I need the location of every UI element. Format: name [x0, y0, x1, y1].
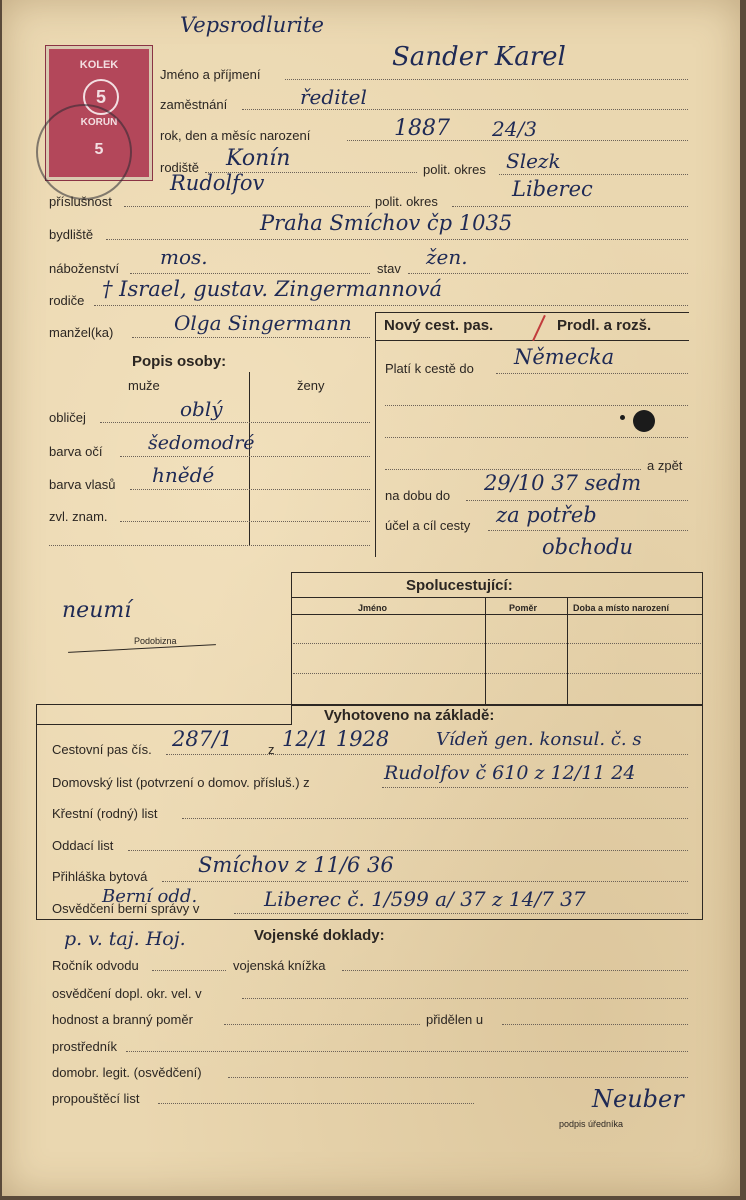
top-handwritten-note: Vepsrodlurite [180, 13, 324, 37]
status-label: stav [377, 261, 401, 276]
tax-overwrite: Berní odd. [102, 886, 198, 907]
birthcert-label: Křestní (rodný) list [52, 806, 158, 821]
residence-value: Praha Smíchov čp 1035 [260, 211, 513, 235]
domicile-value: Rudolfov č 610 z 12/11 24 [384, 762, 636, 784]
ink-dot [620, 415, 625, 420]
citizenship-label: příslušnost [49, 194, 112, 209]
portrait-signature: neumí [62, 598, 132, 623]
rank-line [224, 1024, 420, 1025]
eyes-line [120, 456, 370, 457]
residence-line [106, 239, 688, 240]
book-line [342, 970, 688, 971]
name-line [285, 79, 688, 80]
birthplace-label: rodiště [160, 160, 200, 175]
year-label: Ročník odvodu [52, 958, 139, 973]
purpose-label: účel a cíl cesty [385, 518, 471, 533]
purpose-line [488, 530, 688, 531]
official-label: podpis úředníka [559, 1119, 624, 1129]
district1-line [499, 174, 688, 175]
document-sheet [2, 0, 740, 1196]
marriage-label: Oddací list [52, 838, 114, 853]
birth-label: rok, den a měsíc narození [160, 128, 311, 143]
companions-row-1 [293, 643, 701, 644]
companions-col-birth: Doba a místo narození [573, 603, 670, 613]
official-signature: Neuber [592, 1085, 684, 1113]
rank-label: hodnost a branný poměr [52, 1012, 193, 1027]
description-women: ženy [297, 378, 325, 393]
eyes-label: barva očí [49, 444, 103, 459]
companions-title-border [292, 597, 702, 598]
spouse-label: manžel(ka) [49, 325, 114, 340]
passport-date: 12/1 1928 [282, 727, 390, 751]
district1-value: Slezk [506, 149, 561, 173]
book-label: vojenská knížka [233, 958, 326, 973]
face-line [100, 422, 370, 423]
passport-label: Cestovní pas čís. [52, 742, 152, 757]
companions-col-relation: Poměr [509, 603, 538, 613]
passport-z: z [268, 742, 275, 757]
postmark-icon [36, 104, 132, 200]
basis-notch-left [291, 704, 292, 724]
period-label: na dobu do [385, 488, 451, 503]
stamp-middle-text: KORUN [80, 117, 118, 128]
intermediary-line [126, 1051, 688, 1052]
tax-line [234, 913, 688, 914]
hair-label: barva vlasů [49, 477, 116, 492]
red-check-mark [532, 315, 546, 341]
passport-issuer: Vídeň gen. konsul. č. s [436, 729, 642, 750]
district2-value: Liberec [512, 177, 593, 201]
citizenship-value: Rudolfov [170, 171, 265, 195]
spouse-line [132, 337, 370, 338]
passport-ext-header: Prodl. a rozš. [557, 317, 652, 334]
marks-line-2 [49, 545, 370, 546]
spouse-value: Olga Singermann [174, 311, 352, 335]
supp-line [242, 998, 688, 999]
valid-line-3 [385, 437, 688, 438]
valid-value: Německa [514, 345, 615, 369]
back-label: a zpět [647, 458, 683, 473]
military-title: Vojenské doklady: [254, 927, 385, 944]
residence-label: bydliště [49, 227, 94, 242]
birthcert-line [182, 818, 688, 819]
valid-line-2 [385, 405, 688, 406]
status-value: žen. [426, 245, 468, 269]
passport-left-border [375, 312, 376, 557]
assigned-line [502, 1024, 688, 1025]
description-divider [249, 372, 250, 546]
face-label: obličej [49, 410, 86, 425]
name-label: Jméno a příjmení [160, 67, 261, 82]
status-line [408, 273, 688, 274]
domicile-line [382, 787, 688, 788]
passport-number: 287/1 [172, 727, 233, 751]
registration-label: Přihláška bytová [52, 869, 148, 884]
face-value: oblý [180, 397, 223, 421]
tax-value: Liberec č. 1/599 a/ 37 z 14/7 37 [264, 887, 586, 911]
year-line [152, 970, 226, 971]
military-note: p. v. taj. Hoj. [64, 928, 186, 950]
eyes-value: šedomodré [148, 432, 255, 454]
period-line [466, 500, 688, 501]
period-value: 29/10 37 sedm [484, 471, 642, 495]
parents-value: † Israel, gustav. Zingermannová [102, 277, 442, 301]
domicile-label: Domovský list (potvrzení o domov. přísluš.) z [52, 775, 310, 790]
marriage-line [128, 850, 688, 851]
supp-label: osvědčení dopl. okr. vel. v [52, 986, 202, 1001]
valid-label: Platí k cestě do [385, 361, 474, 376]
portrait-label: Podobizna [134, 636, 177, 646]
district2-label: polit. okres [375, 194, 438, 209]
hair-value: hnědé [152, 463, 215, 487]
tax-label: Osvědčení berní správy v [52, 901, 200, 916]
passport-top-border [375, 312, 689, 313]
marks-line [120, 521, 370, 522]
stamp-bottom-value: 5 [94, 141, 104, 158]
marks-label: zvl. znam. [49, 509, 108, 524]
intermediary-label: prostředník [52, 1039, 118, 1054]
religion-value: mos. [160, 245, 208, 269]
religion-label: náboženství [49, 261, 120, 276]
release-label: propouštěcí list [52, 1091, 140, 1106]
purpose-value-2: obchodu [542, 535, 633, 559]
parents-label: rodiče [49, 293, 85, 308]
assigned-label: přidělen u [426, 1012, 484, 1027]
registration-value: Smíchov z 11/6 36 [198, 853, 394, 877]
birth-day: 24/3 [492, 117, 537, 141]
job-value: ředitel [300, 85, 367, 109]
basis-notch-top [36, 724, 292, 725]
purpose-value: za potřeb [496, 503, 597, 527]
registration-line [162, 881, 688, 882]
stamp-top-text: KOLEK [79, 59, 119, 71]
ink-blot [633, 410, 655, 432]
birth-year: 1887 [394, 116, 450, 141]
valid-line [496, 373, 688, 374]
description-men: muže [128, 378, 160, 393]
legit-line [228, 1077, 688, 1078]
companions-col-name: Jméno [358, 603, 388, 613]
district2-line [452, 206, 688, 207]
passport-new-header: Nový cest. pas. [384, 317, 494, 334]
hair-line [130, 489, 370, 490]
companions-title: Spolucestující: [406, 577, 513, 594]
religion-line [130, 273, 370, 274]
basis-title: Vyhotoveno na základě: [324, 707, 495, 724]
district1-label: polit. okres [423, 162, 486, 177]
legit-label: domobr. legit. (osvědčení) [52, 1065, 202, 1080]
stamp-value: 5 [83, 79, 119, 115]
companions-col-divider-2 [567, 597, 568, 704]
name-value: Sander Karel [392, 42, 566, 72]
release-line [158, 1103, 474, 1104]
citizenship-line [124, 206, 370, 207]
description-title: Popis osoby: [132, 353, 227, 370]
parents-line [94, 305, 688, 306]
companions-col-divider-1 [485, 597, 486, 704]
birthplace-value: Konín [226, 146, 291, 171]
companions-row-2 [293, 673, 701, 674]
job-label: zaměstnání [160, 97, 228, 112]
passport-line [166, 754, 688, 755]
